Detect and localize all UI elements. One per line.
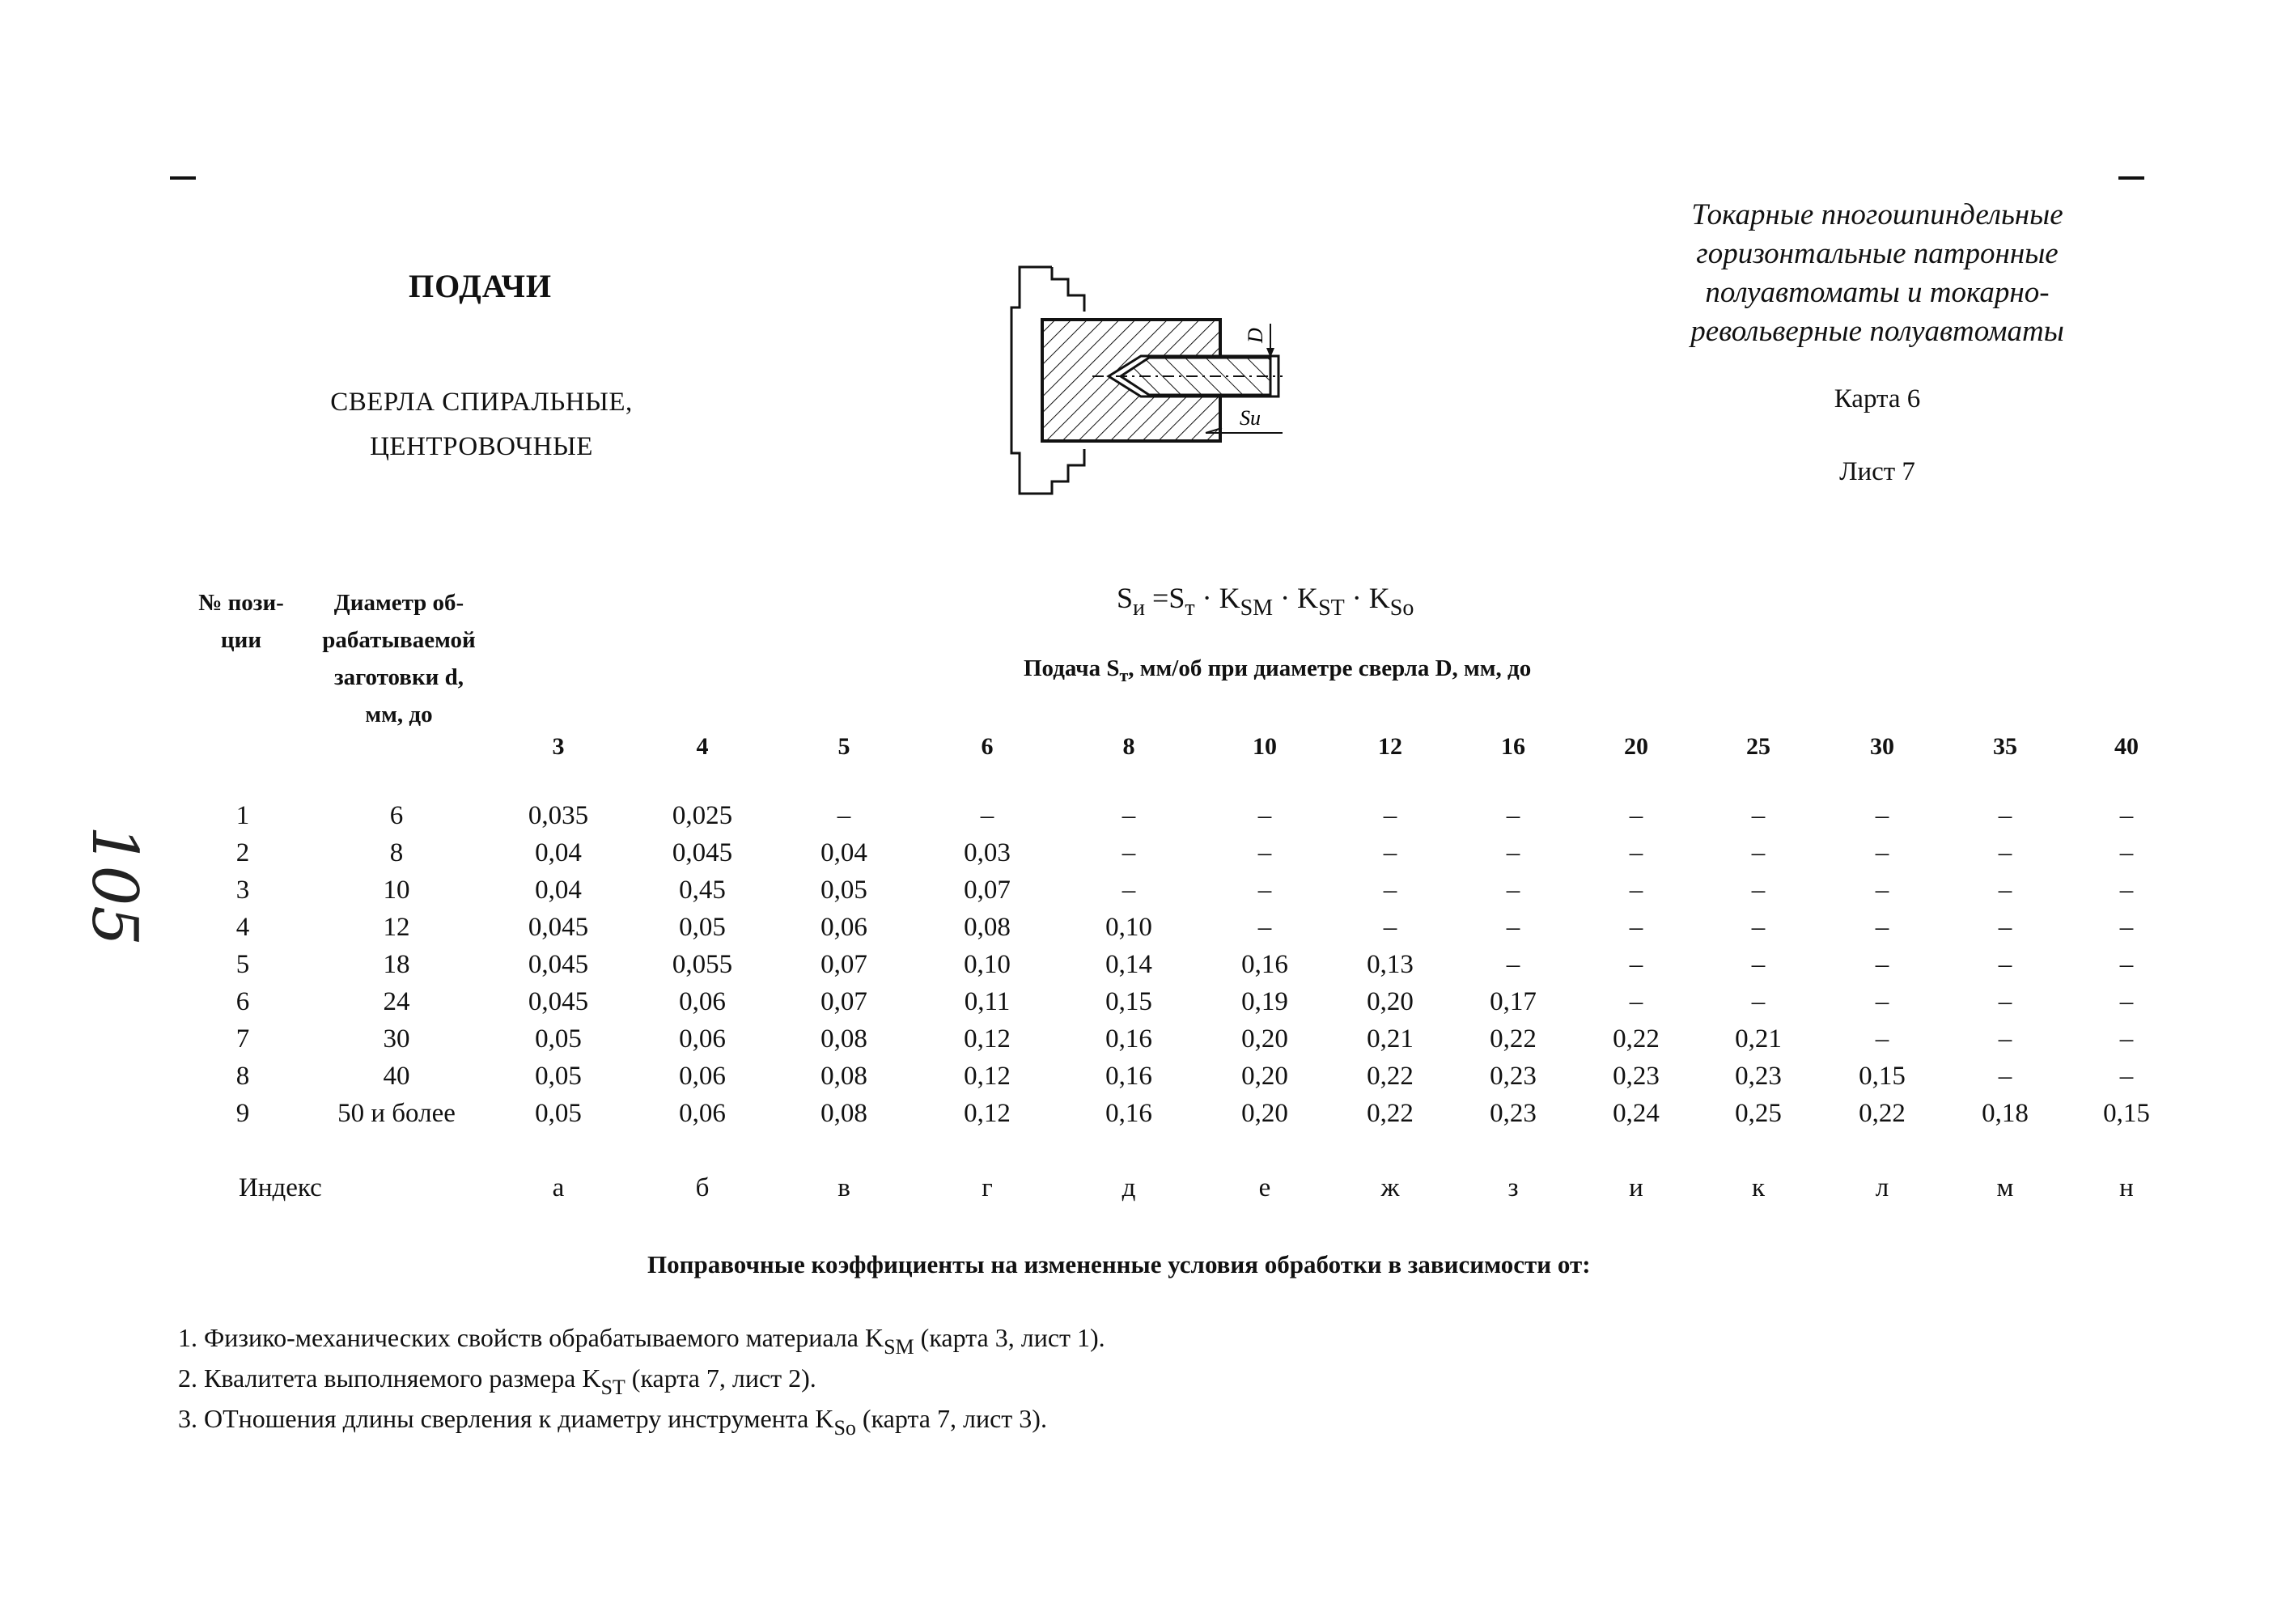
feed-value-cell: –	[1122, 838, 1136, 867]
feed-value-cell: 0,05	[535, 1062, 582, 1091]
feed-value-cell: 0,22	[1490, 1024, 1537, 1054]
formula-k2-sub: ST	[1318, 596, 1345, 621]
row-workpiece-diameter: 8	[389, 838, 404, 867]
machine-type-line-2: горизонтальные патронные	[1696, 237, 2059, 270]
feed-value-cell: 0,21	[1735, 1024, 1782, 1054]
feed-value-cell: –	[1998, 876, 2012, 905]
feed-value-cell: 0,23	[1490, 1099, 1537, 1128]
drill-diameter-header: 16	[1501, 733, 1525, 760]
feed-value-cell: –	[1506, 950, 1520, 979]
diam-header-line-3: заготовки d,	[333, 664, 464, 690]
feed-value-cell: –	[1122, 876, 1136, 905]
feed-value-cell: –	[2119, 950, 2134, 979]
index-letter: е	[1258, 1173, 1271, 1202]
row-workpiece-diameter: 50 и более	[337, 1099, 456, 1128]
feed-value-cell: –	[1383, 876, 1397, 905]
feed-value-cell: –	[1383, 801, 1397, 830]
feed-value-cell: –	[837, 801, 851, 830]
row-workpiece-diameter: 40	[383, 1062, 410, 1091]
feed-value-cell: 0,25	[1735, 1099, 1782, 1128]
feed-value-cell: 0,06	[679, 987, 726, 1016]
feed-value-cell: 0,08	[820, 1062, 867, 1091]
row-position: 9	[235, 1099, 250, 1128]
feed-value-cell: 0,07	[964, 876, 1011, 905]
handwritten-page-number	[65, 809, 170, 955]
formula-k3-sub: So	[1389, 596, 1414, 621]
formula-eq: =S	[1145, 582, 1185, 614]
pos-header-line-1: № пози-	[198, 590, 284, 616]
feed-value-cell: –	[1998, 950, 2012, 979]
feed-value-cell: 0,04	[535, 838, 582, 867]
feed-value-cell: –	[1875, 913, 1889, 942]
feed-value-cell: –	[1629, 838, 1643, 867]
feed-value-cell: 0,045	[528, 950, 589, 979]
formula-lhs-sub: и	[1133, 596, 1146, 621]
note-1-text: 1. Физико-механических свойств обрабатываемого материала K	[178, 1323, 884, 1352]
feed-value-cell: –	[1257, 801, 1272, 830]
drilling-diagram	[1003, 259, 1295, 502]
feed-value-cell: –	[1257, 876, 1272, 905]
feed-value-cell: 0,20	[1241, 1024, 1288, 1054]
page-title: ПОДАЧИ	[409, 268, 553, 304]
drill-diameter-header: 10	[1253, 733, 1277, 760]
feed-value-cell: 0,03	[964, 838, 1011, 867]
feed-value-cell: –	[980, 801, 994, 830]
feed-value-cell: –	[1506, 876, 1520, 905]
feed-value-cell: 0,045	[528, 913, 589, 942]
feed-value-cell: 0,045	[672, 838, 733, 867]
feed-value-cell: 0,22	[1613, 1024, 1660, 1054]
feed-value-cell: –	[1629, 987, 1643, 1016]
feed-value-cell: 0,12	[964, 1062, 1011, 1091]
feed-value-cell: 0,23	[1735, 1062, 1782, 1091]
diameter-column-header	[306, 584, 492, 733]
feed-value-cell: –	[1506, 838, 1520, 867]
feed-value-cell: 0,16	[1105, 1099, 1152, 1128]
feed-value-cell: –	[1751, 987, 1766, 1016]
subtitle-line-1: СВЕРЛА СПИРАЛЬНЫЕ,	[330, 388, 633, 417]
feed-value-cell: 0,055	[672, 950, 733, 979]
feed-value-cell: –	[1998, 1062, 2012, 1091]
feed-value-cell: 0,22	[1367, 1062, 1414, 1091]
feed-value-cell: 0,22	[1859, 1099, 1906, 1128]
row-position: 5	[235, 950, 250, 979]
feed-value-cell: –	[1998, 801, 2012, 830]
feed-value-cell: –	[1875, 876, 1889, 905]
feed-value-cell: –	[2119, 913, 2134, 942]
feed-header-post: , мм/об при диаметре сверла D, мм, до	[1128, 655, 1532, 681]
machine-type-line-3: полуавтоматы и токарно-	[1705, 276, 2050, 309]
note-1-ref: (карта 3, лист 1).	[914, 1323, 1105, 1352]
notes-title: Поправочные коэффициенты на измененные условия обработки в зависимости от:	[647, 1250, 1591, 1278]
feed-value-cell: –	[1875, 801, 1889, 830]
note-3-text: 3. ОТношения длины сверления к диаметру инструмента K	[178, 1404, 834, 1433]
feed-value-cell: –	[2119, 1062, 2134, 1091]
feed-value-cell: –	[1875, 987, 1889, 1016]
feed-value-cell: 0,035	[528, 801, 589, 830]
index-label: Индекс	[239, 1173, 322, 1202]
feed-value-cell: 0,20	[1241, 1099, 1288, 1128]
index-letter: и	[1629, 1173, 1643, 1202]
feed-value-cell: 0,13	[1367, 950, 1414, 979]
diameter-label: D	[1244, 328, 1267, 343]
index-letter: м	[1996, 1173, 2014, 1202]
subtitle-line-2: ЦЕНТРОВОЧНЫЕ	[370, 432, 593, 461]
feed-value-cell: 0,15	[1105, 987, 1152, 1016]
feed-value-cell: –	[1506, 801, 1520, 830]
corner-dash-right	[2118, 176, 2144, 180]
note-3-ref: (карта 7, лист 3).	[855, 1404, 1047, 1433]
feed-value-cell: 0,17	[1490, 987, 1537, 1016]
feed-value-cell: –	[1998, 987, 2012, 1016]
feed-value-cell: 0,08	[820, 1024, 867, 1054]
note-2	[178, 1363, 816, 1400]
feed-value-cell: –	[1751, 801, 1766, 830]
row-position: 3	[235, 876, 250, 905]
drill-diameter-header: 6	[981, 733, 994, 760]
feed-value-cell: –	[1751, 913, 1766, 942]
pos-header-line-2: ции	[220, 627, 262, 653]
diam-header-line-1: Диаметр об-	[333, 590, 464, 616]
feed-value-cell: –	[2119, 838, 2134, 867]
drill-diameter-header: 8	[1122, 733, 1135, 760]
feed-value-cell: 0,16	[1105, 1024, 1152, 1054]
feed-value-cell: 0,05	[679, 913, 726, 942]
row-position: 4	[235, 913, 250, 942]
index-letter: н	[2119, 1173, 2134, 1202]
row-position: 8	[235, 1062, 250, 1091]
feed-value-cell: 0,025	[672, 801, 733, 830]
formula-lhs: S	[1117, 582, 1134, 614]
feed-value-cell: 0,14	[1105, 950, 1152, 979]
feed-value-cell: 0,04	[820, 838, 867, 867]
feed-value-cell: 0,15	[2103, 1099, 2150, 1128]
feed-value-cell: 0,10	[1105, 913, 1152, 942]
feed-value-cell: 0,045	[528, 987, 589, 1016]
feed-value-cell: 0,10	[964, 950, 1011, 979]
index-letter: в	[837, 1173, 850, 1202]
drill-diameter-header: 30	[1870, 733, 1894, 760]
machine-type-title	[1626, 196, 2128, 351]
feed-value-cell: –	[1751, 876, 1766, 905]
corner-dash-left	[170, 176, 196, 180]
feed-value-cell: 0,04	[535, 876, 582, 905]
feed-value-cell: –	[1257, 913, 1272, 942]
machine-type-line-4: револьверные полуавтоматы	[1690, 315, 2064, 348]
feed-value-cell: –	[1629, 950, 1643, 979]
feed-value-cell: 0,20	[1367, 987, 1414, 1016]
feed-value-cell: 0,06	[679, 1099, 726, 1128]
feed-header-sub: т	[1119, 665, 1129, 685]
feed-value-cell: –	[1122, 801, 1136, 830]
feed-header	[1024, 655, 1531, 686]
feed-value-cell: 0,07	[820, 987, 867, 1016]
feed-value-cell: –	[1751, 950, 1766, 979]
feed-value-cell: 0,16	[1105, 1062, 1152, 1091]
feed-header-pre: Подача S	[1024, 655, 1120, 681]
index-letter: а	[552, 1173, 565, 1202]
feed-value-cell: –	[1383, 838, 1397, 867]
diam-header-line-2: рабатываемой	[322, 627, 476, 653]
card-number: Карта 6	[1834, 384, 1921, 413]
feed-value-cell: –	[2119, 801, 2134, 830]
feed-value-cell: –	[1998, 838, 2012, 867]
note-1	[178, 1323, 1105, 1359]
feed-label: Su	[1240, 406, 1261, 430]
row-workpiece-diameter: 6	[389, 801, 404, 830]
feed-value-cell: 0,16	[1241, 950, 1288, 979]
formula-k1: · K	[1194, 582, 1240, 614]
index-letter: б	[695, 1173, 710, 1202]
feed-value-cell: –	[1629, 876, 1643, 905]
page-subtitle	[320, 380, 643, 469]
note-2-text: 2. Квалитета выполняемого размера K	[178, 1363, 601, 1393]
note-1-sub: SM	[884, 1335, 914, 1359]
feed-value-cell: 0,22	[1367, 1099, 1414, 1128]
feed-value-cell: –	[1875, 950, 1889, 979]
note-2-ref: (карта 7, лист 2).	[625, 1363, 816, 1393]
row-position: 1	[235, 801, 250, 830]
feed-formula	[1117, 581, 1414, 621]
drill-diameter-header: 4	[696, 733, 709, 760]
feed-value-cell: 0,08	[820, 1099, 867, 1128]
feed-value-cell: 0,12	[964, 1024, 1011, 1054]
row-workpiece-diameter: 18	[383, 950, 410, 979]
feed-value-cell: 0,23	[1613, 1062, 1660, 1091]
drill-diameter-header: 40	[2114, 733, 2139, 760]
feed-value-cell: 0,07	[820, 950, 867, 979]
formula-t-sub: т	[1185, 596, 1195, 621]
feed-value-cell: –	[2119, 1024, 2134, 1054]
index-letter: з	[1507, 1173, 1519, 1202]
handwritten-page-number-text: 105	[78, 825, 151, 946]
feed-value-cell: 0,05	[820, 876, 867, 905]
drill-diameter-header: 25	[1746, 733, 1770, 760]
feed-value-cell: 0,12	[964, 1099, 1011, 1128]
feed-value-cell: –	[1629, 801, 1643, 830]
feed-value-cell: –	[1257, 838, 1272, 867]
feed-value-cell: 0,11	[964, 987, 1011, 1016]
feed-value-cell: –	[1998, 1024, 2012, 1054]
index-letter: к	[1751, 1173, 1766, 1202]
index-letter: г	[982, 1173, 993, 1202]
row-workpiece-diameter: 12	[383, 913, 410, 942]
feed-value-cell: 0,20	[1241, 1062, 1288, 1091]
drill-diameter-header: 5	[837, 733, 850, 760]
drill-diameter-header: 20	[1624, 733, 1648, 760]
feed-value-cell: 0,45	[679, 876, 726, 905]
feed-value-cell: 0,18	[1982, 1099, 2029, 1128]
feed-value-cell: –	[1875, 838, 1889, 867]
feed-value-cell: 0,06	[679, 1024, 726, 1054]
formula-k2: · K	[1273, 582, 1319, 614]
feed-value-cell: –	[1751, 838, 1766, 867]
feed-value-cell: 0,06	[679, 1062, 726, 1091]
row-workpiece-diameter: 24	[383, 987, 410, 1016]
feed-value-cell: 0,24	[1613, 1099, 1660, 1128]
feed-value-cell: 0,19	[1241, 987, 1288, 1016]
feed-value-cell: –	[2119, 876, 2134, 905]
feed-value-cell: 0,21	[1367, 1024, 1414, 1054]
feed-value-cell: –	[1383, 913, 1397, 942]
index-letter: ж	[1380, 1173, 1400, 1202]
note-2-sub: ST	[600, 1376, 625, 1399]
feed-value-cell: –	[1506, 913, 1520, 942]
row-position: 2	[235, 838, 250, 867]
index-letter: д	[1122, 1173, 1136, 1202]
note-3	[178, 1404, 1047, 1440]
feed-value-cell: 0,05	[535, 1024, 582, 1054]
formula-k3: · K	[1344, 582, 1390, 614]
row-position: 7	[235, 1024, 250, 1054]
position-column-header	[184, 584, 298, 659]
feed-value-cell: –	[1629, 913, 1643, 942]
feed-value-cell: 0,06	[820, 913, 867, 942]
feed-value-cell: –	[2119, 987, 2134, 1016]
formula-k1-sub: SM	[1240, 596, 1274, 621]
feed-value-cell: –	[1875, 1024, 1889, 1054]
feed-value-cell: 0,23	[1490, 1062, 1537, 1091]
machine-type-line-1: Токарные пногошпиндельные	[1691, 198, 2063, 231]
feed-value-cell: 0,08	[964, 913, 1011, 942]
drill-diameter-header: 12	[1378, 733, 1402, 760]
diam-header-line-4: мм, до	[365, 702, 433, 727]
sheet-number: Лист 7	[1839, 457, 1915, 486]
index-letter: л	[1875, 1173, 1889, 1202]
drill-diameter-header: 35	[1993, 733, 2017, 760]
feed-value-cell: 0,05	[535, 1099, 582, 1128]
drill-diameter-header: 3	[552, 733, 565, 760]
feed-value-cell: 0,15	[1859, 1062, 1906, 1091]
row-position: 6	[235, 987, 250, 1016]
row-workpiece-diameter: 30	[383, 1024, 410, 1054]
note-3-sub: So	[833, 1416, 856, 1440]
feed-value-cell: –	[1998, 913, 2012, 942]
row-workpiece-diameter: 10	[383, 876, 410, 905]
